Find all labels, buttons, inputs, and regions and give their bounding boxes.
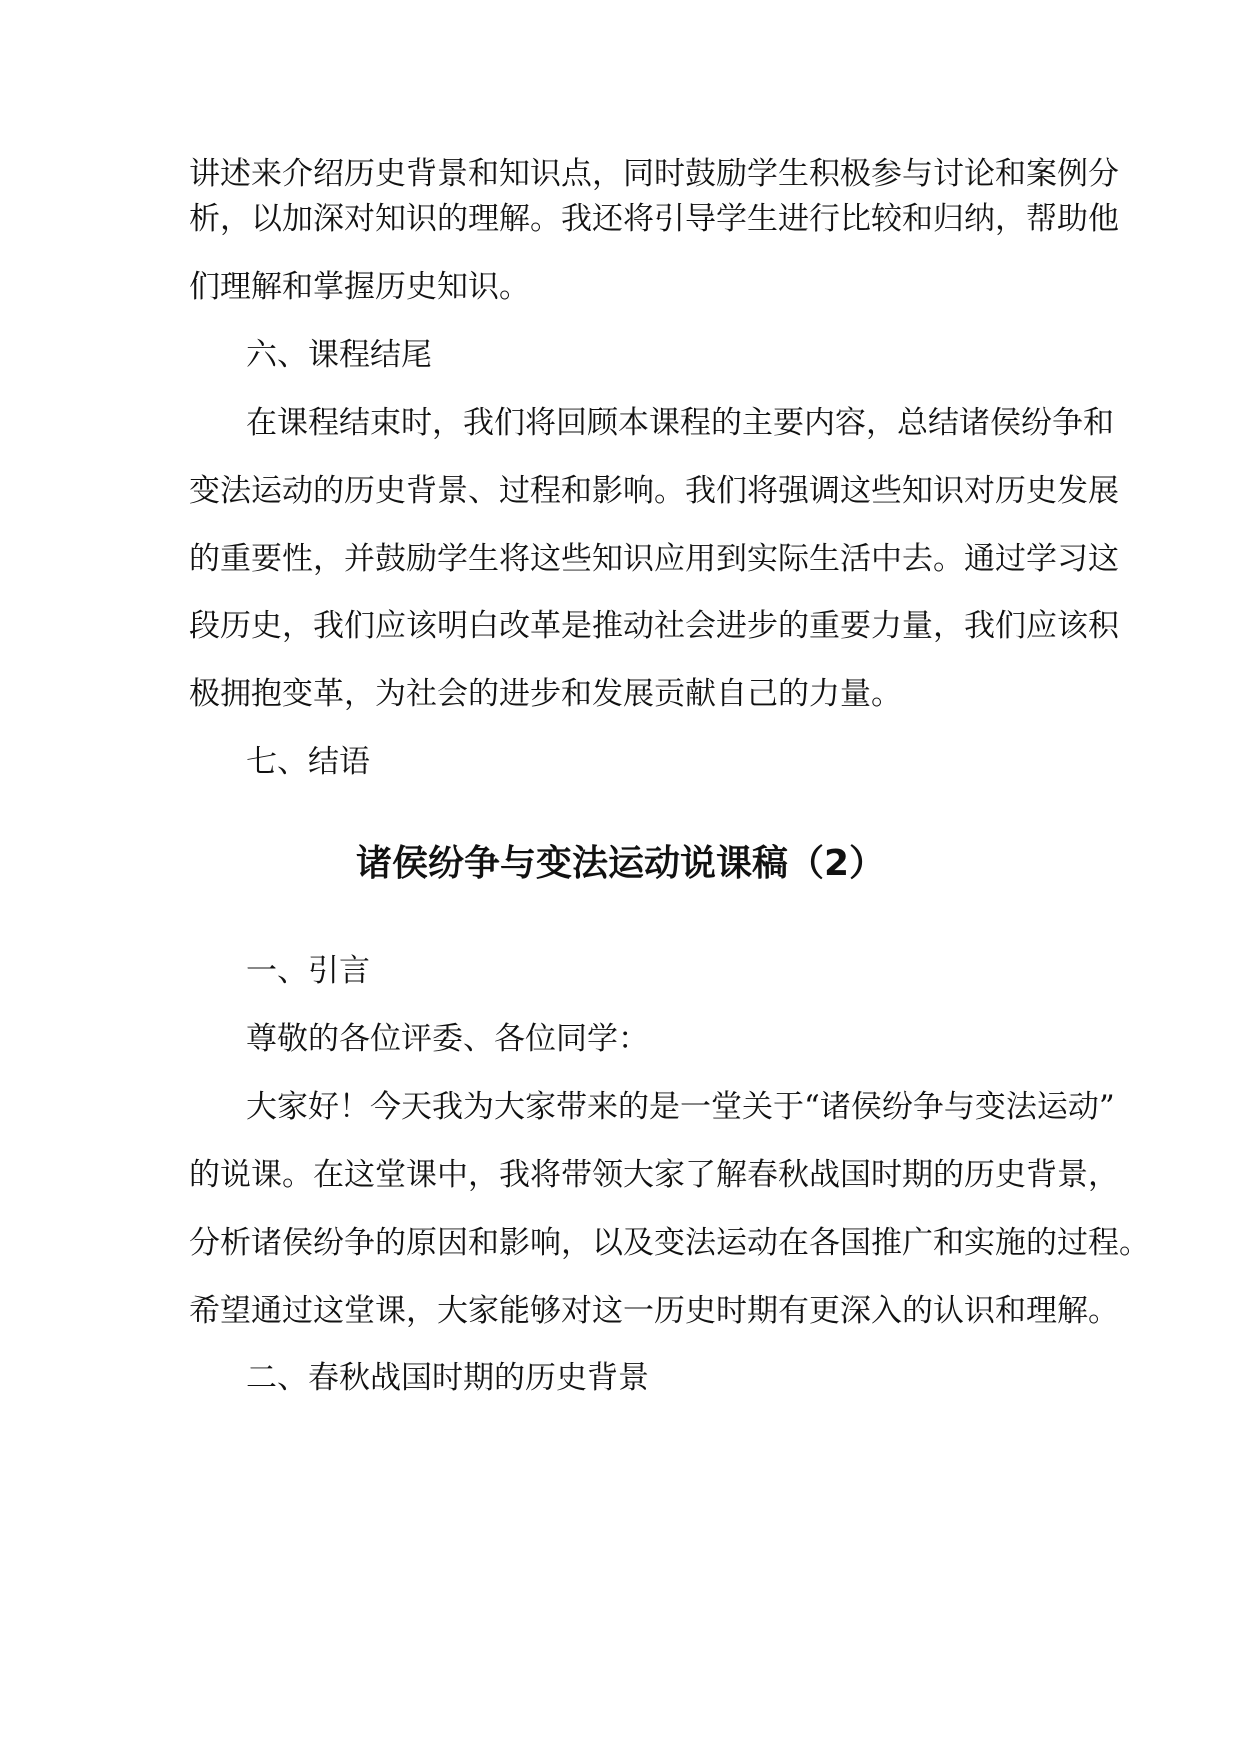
paragraph-line: 在课程结束时，我们将回顾本课程的主要内容，总结诸侯纷争和 — [246, 405, 1114, 441]
paragraph-line: 讲述来介绍历史背景和知识点，同时鼓励学生积极参与讨论和案例分 — [189, 156, 1119, 192]
greeting-line: 尊敬的各位评委、各位同学： — [246, 1021, 649, 1057]
section-heading: 一、引言 — [246, 953, 370, 989]
section-heading: 六、课程结尾 — [246, 337, 432, 373]
paragraph-line: 段历史，我们应该明白改革是推动社会进步的重要力量，我们应该积 — [189, 608, 1119, 644]
paragraph-line: 希望通过这堂课，大家能够对这一历史时期有更深入的认识和理解。 — [189, 1293, 1119, 1329]
paragraph-line: 们理解和掌握历史知识。 — [189, 269, 530, 305]
paragraph-line: 析，以加深对知识的理解。我还将引导学生进行比较和归纳，帮助他 — [189, 201, 1119, 237]
paragraph-line: 分析诸侯纷争的原因和影响，以及变法运动在各国推广和实施的过程。 — [189, 1225, 1150, 1261]
paragraph-line: 的说课。在这堂课中，我将带领大家了解春秋战国时期的历史背景， — [189, 1157, 1119, 1193]
paragraph-line: 大家好！今天我为大家带来的是一堂关于“诸侯纷争与变法运动” — [246, 1089, 1115, 1125]
section-heading: 七、结语 — [246, 744, 370, 780]
section-heading: 二、春秋战国时期的历史背景 — [246, 1360, 649, 1396]
paragraph-line: 变法运动的历史背景、过程和影响。我们将强调这些知识对历史发展 — [189, 473, 1119, 509]
paragraph-line: 极拥抱变革，为社会的进步和发展贡献自己的力量。 — [189, 676, 902, 712]
document-title: 诸侯纷争与变法运动说课稿（2） — [355, 843, 886, 884]
paragraph-line: 的重要性，并鼓励学生将这些知识应用到实际生活中去。通过学习这 — [189, 541, 1119, 577]
